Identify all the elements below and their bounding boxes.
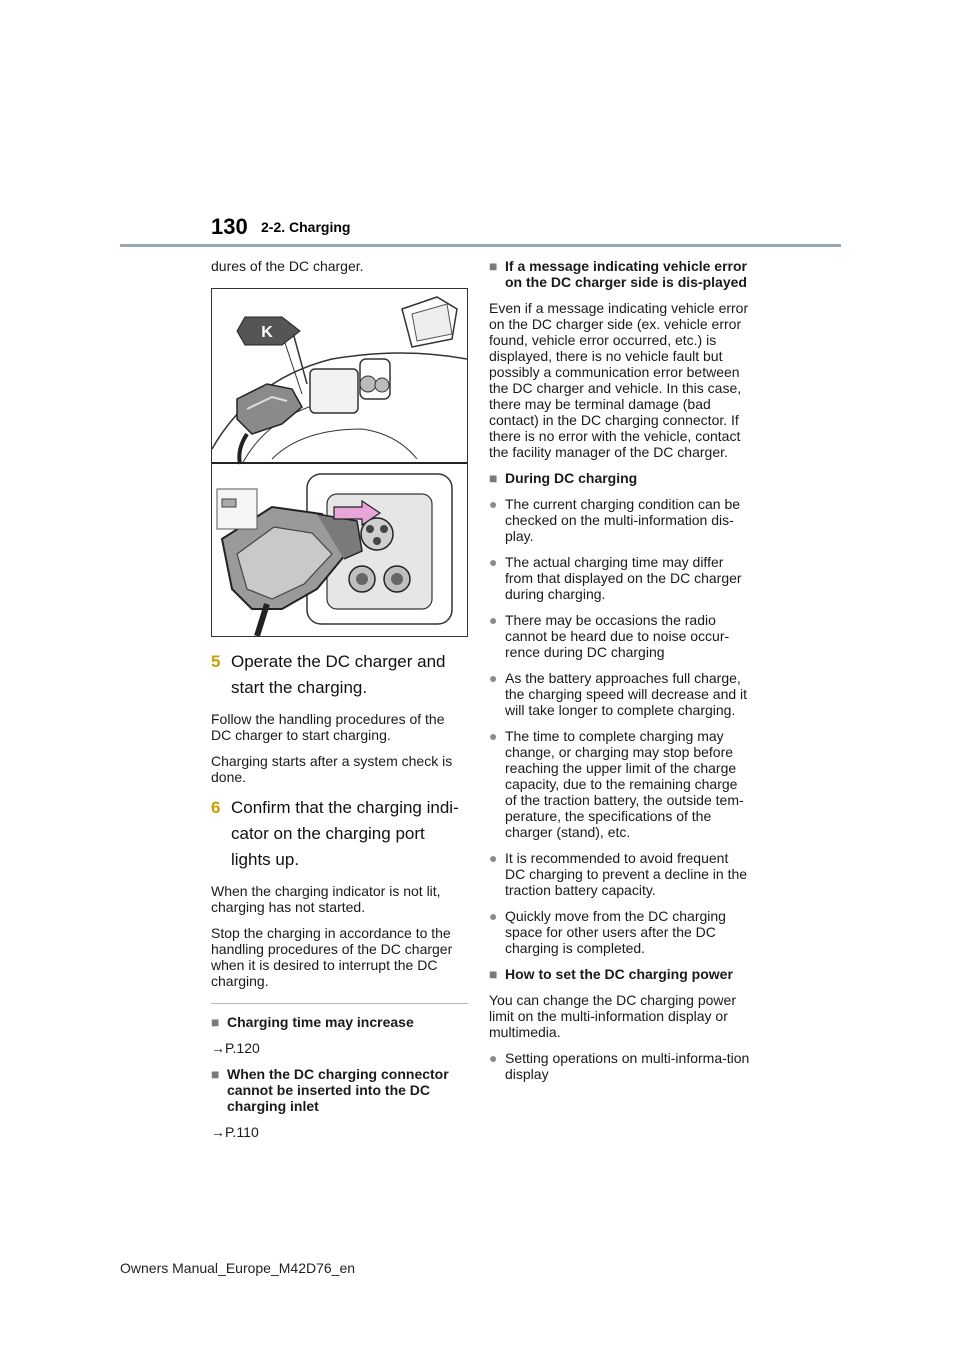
dot-bullet-icon: ● [489, 496, 498, 512]
arrow-icon: → [211, 1124, 225, 1140]
subheading [489, 470, 751, 486]
list-item-text: It is recommended to avoid frequent DC charging to prevent a decline in the traction battery capacity. [505, 850, 748, 898]
subheading-text: When the DC charging connector cannot be inserted into the DC charging inlet [227, 1066, 449, 1114]
square-bullet-icon: ■ [489, 470, 498, 486]
section-title: 2-2. Charging [261, 219, 351, 235]
page-header [0, 0, 960, 250]
arrow-icon: → [211, 1040, 225, 1056]
subheading [489, 258, 751, 290]
list-item [489, 1050, 751, 1082]
intro-text: dures of the DC charger. [211, 258, 364, 274]
square-bullet-icon: ■ [211, 1014, 220, 1030]
subheading-text: Charging time may increase [227, 1014, 414, 1030]
step-text: Confirm that the charging indi-cator on the charging port lights up. [231, 798, 459, 869]
list-item [489, 850, 751, 898]
page-number: 130 [211, 214, 248, 239]
list-item [489, 908, 751, 956]
list-item [489, 496, 751, 544]
subheading-text: During DC charging [505, 470, 638, 486]
list-item [489, 728, 751, 840]
right-column [489, 258, 751, 1092]
left-column [211, 258, 468, 1150]
subheading [489, 966, 751, 982]
square-bullet-icon: ■ [489, 966, 498, 982]
paragraph: You can change the DC charging power limit on the multi-information display or multimedia. [489, 992, 736, 1040]
step-number: 6 [211, 798, 221, 817]
list-item-text: Setting operations on multi-informa-tion display [505, 1050, 750, 1082]
dot-bullet-icon: ● [489, 850, 498, 866]
callout-badge [237, 317, 300, 345]
subheading [211, 1066, 468, 1114]
page-reference-text: P.120 [225, 1040, 260, 1056]
square-bullet-icon: ■ [211, 1066, 220, 1082]
dot-bullet-icon: ● [489, 554, 498, 570]
step-5 [211, 649, 468, 701]
page-footer: Owners Manual_Europe_M42D76_en [120, 1260, 356, 1276]
paragraph: Follow the handling procedures of the DC charger to start charging. [211, 711, 445, 743]
dot-bullet-icon: ● [489, 908, 498, 924]
list-item [489, 554, 751, 602]
paragraph: Even if a message indicating vehicle error on the DC charger side (ex. vehicle error found, vehicle error occurred, etc.) is displayed, there is no vehicle fault but possibly a communication error between the DC charger and vehicle. In this case, there may be terminal damage (bad contact) in the DC charging connector. If there is no error with the vehicle, contact the facility manager of the DC charger. [489, 300, 749, 460]
step-6 [211, 795, 468, 873]
paragraph: When the charging indicator is not lit, charging has not started. [211, 883, 441, 915]
list-item-text: The current charging condition can be checked on the multi-information dis-play. [505, 496, 741, 544]
charging-illustration [211, 288, 468, 637]
step-number: 5 [211, 652, 221, 671]
list-item [489, 670, 751, 718]
dot-bullet-icon: ● [489, 612, 498, 628]
list-item [489, 612, 751, 660]
list-item-text: There may be occasions the radio cannot be heard due to noise occur-rence during DC charging [505, 612, 730, 660]
list-item-text: Quickly move from the DC charging space for other users after the DC charging is completed. [505, 908, 726, 956]
paragraph: Charging starts after a system check is done. [211, 753, 453, 785]
list-item-text: The time to complete charging may change, or charging may stop before reaching the upper limit of the charge capacity, due to the remaining charge of the traction battery, the outside tem-perature, the specifications of the charger (stand), etc. [505, 728, 744, 840]
list-item-text: The actual charging time may differ from that displayed on the DC charger during charging. [505, 554, 742, 602]
header-divider [120, 244, 841, 247]
page-reference[interactable] [211, 1040, 468, 1056]
dot-bullet-icon: ● [489, 670, 498, 686]
dot-bullet-icon: ● [489, 1050, 498, 1066]
callout-letter: K [261, 324, 273, 341]
subheading-text: How to set the DC charging power [505, 966, 733, 982]
subheading [211, 1014, 468, 1030]
square-bullet-icon: ■ [489, 258, 498, 274]
step-text: Operate the DC charger and start the charging. [231, 652, 446, 697]
list-item-text: As the battery approaches full charge, the charging speed will decrease and it will take longer to complete charging. [505, 670, 748, 718]
subheading-text: If a message indicating vehicle error on the DC charger side is dis-played [505, 258, 747, 290]
dc-connector-illustration [212, 289, 467, 636]
page-reference[interactable] [211, 1124, 468, 1140]
section-divider [211, 1003, 468, 1004]
page-reference-text: P.110 [225, 1124, 259, 1140]
paragraph: Stop the charging in accordance to the handling procedures of the DC charger when it is desired to interrupt the DC charging. [211, 925, 453, 989]
dot-bullet-icon: ● [489, 728, 498, 744]
